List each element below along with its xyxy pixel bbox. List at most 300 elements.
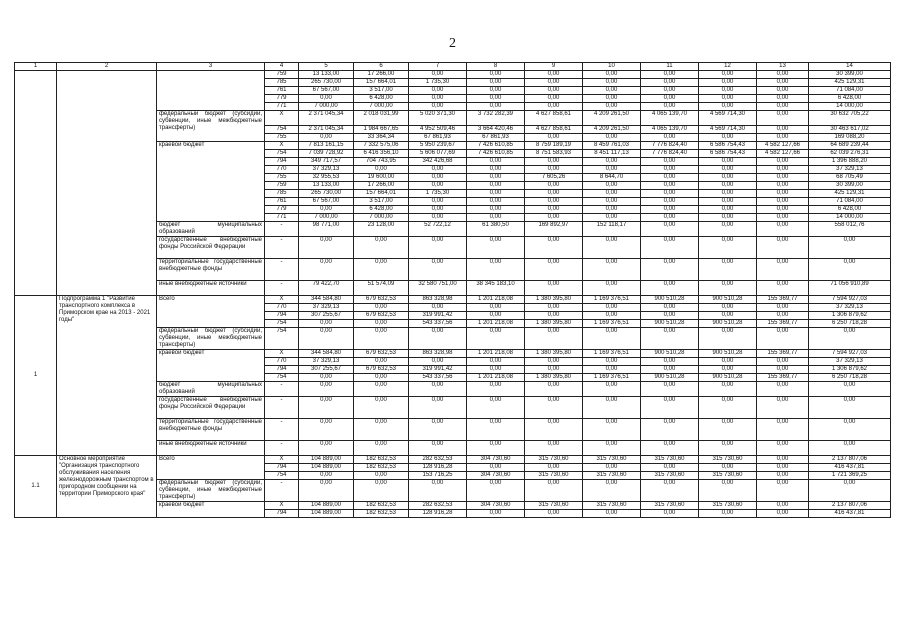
value-cell-col-9: 1 380 395,80 — [525, 374, 583, 382]
value-cell-col-5: 7 000,00 — [299, 103, 354, 111]
value-cell-col-5: 13 133,00 — [299, 182, 354, 190]
value-cell-col-10: 0,00 — [583, 441, 641, 456]
value-cell-col-6: 2 018 031,99 — [354, 111, 409, 126]
value-cell-col-12: 0,00 — [699, 158, 757, 166]
table-body — [15, 63, 891, 518]
value-cell-col-14: 14 000,00 — [809, 103, 891, 111]
value-cell-col-12: 0,00 — [699, 214, 757, 222]
value-cell-col-9: 1 380 395,80 — [525, 296, 583, 304]
value-cell-col-12: 0,00 — [699, 237, 757, 259]
value-cell-col-7: 0,00 — [409, 480, 467, 502]
value-cell-col-6: 0,00 — [354, 320, 409, 328]
value-cell-col-8: 0,00 — [467, 158, 525, 166]
funding-source-cell: иные внебюджетные источники — [157, 441, 265, 456]
value-cell-col-12: 0,00 — [699, 328, 757, 350]
value-cell-col-14: 1 396 888,20 — [809, 158, 891, 166]
value-cell-col-13: 0,00 — [757, 472, 809, 480]
funding-source-cell: краевой бюджет — [157, 350, 265, 382]
value-cell-col-5: 0,00 — [299, 472, 354, 480]
budget-code-cell: 779 — [265, 95, 299, 103]
value-cell-col-7: 0,00 — [409, 358, 467, 366]
value-cell-col-9: 1 380 395,80 — [525, 320, 583, 328]
value-cell-col-9: 0,00 — [525, 441, 583, 456]
budget-code-cell: 794 — [265, 366, 299, 374]
funding-source-cell: краевой бюджет — [157, 142, 265, 222]
budget-code-cell: 759 — [265, 182, 299, 190]
value-cell-col-10: 0,00 — [583, 95, 641, 103]
value-cell-col-10: 0,00 — [583, 281, 641, 296]
value-cell-col-13: 0,00 — [757, 312, 809, 320]
value-cell-col-11: 0,00 — [641, 281, 699, 296]
value-cell-col-13: 0,00 — [757, 480, 809, 502]
value-cell-col-14: 14 000,00 — [809, 214, 891, 222]
value-cell-col-6: 0,00 — [354, 472, 409, 480]
value-cell-col-13: 0,00 — [757, 502, 809, 510]
value-cell-col-11: 0,00 — [641, 87, 699, 95]
value-cell-col-14: 64 689 239,44 — [809, 142, 891, 150]
value-cell-col-7: 0,00 — [409, 259, 467, 281]
value-cell-col-7: 4 952 509,46 — [409, 126, 467, 134]
value-cell-col-13: 0,00 — [757, 366, 809, 374]
value-cell-col-6: 182 632,53 — [354, 502, 409, 510]
value-cell-col-12: 900 510,28 — [699, 374, 757, 382]
value-cell-col-6: 679 632,53 — [354, 366, 409, 374]
budget-code-cell: - — [265, 382, 299, 397]
value-cell-col-8: 0,00 — [467, 174, 525, 182]
value-cell-col-7: 5 020 371,30 — [409, 111, 467, 126]
value-cell-col-9: 0,00 — [525, 366, 583, 374]
value-cell-col-13: 0,00 — [757, 419, 809, 441]
value-cell-col-11: 0,00 — [641, 214, 699, 222]
value-cell-col-7: 128 916,28 — [409, 510, 467, 518]
value-cell-col-6: 33 364,34 — [354, 134, 409, 142]
value-cell-col-9: 0,00 — [525, 419, 583, 441]
value-cell-col-10: 0,00 — [583, 190, 641, 198]
funding-source-cell: Всего — [157, 296, 265, 328]
value-cell-col-13: 0,00 — [757, 510, 809, 518]
budget-code-cell: 754 — [265, 320, 299, 328]
value-cell-col-11: 0,00 — [641, 103, 699, 111]
value-cell-col-11: 4 065 139,70 — [641, 126, 699, 134]
value-cell-col-10: 0,00 — [583, 419, 641, 441]
funding-source-cell: иные внебюджетные источники — [157, 281, 265, 296]
value-cell-col-7: 0,00 — [409, 182, 467, 190]
value-cell-col-6: 7 000,00 — [354, 103, 409, 111]
value-cell-col-13: 155 369,77 — [757, 374, 809, 382]
value-cell-col-7: 0,00 — [409, 198, 467, 206]
value-cell-col-5: 0,00 — [299, 206, 354, 214]
value-cell-col-12: 0,00 — [699, 281, 757, 296]
value-cell-col-12: 900 510,28 — [699, 320, 757, 328]
value-cell-col-11: 900 510,28 — [641, 320, 699, 328]
value-cell-col-11: 0,00 — [641, 358, 699, 366]
value-cell-col-10: 0,00 — [583, 382, 641, 397]
value-cell-col-5: 349 717,57 — [299, 158, 354, 166]
value-cell-col-12: 6 586 754,43 — [699, 150, 757, 158]
value-cell-col-5: 0,00 — [299, 95, 354, 103]
program-name-cell: Основное мероприятие "Организация транспортного обслуживания населения железнодорожным транспортом в пригородном сообщении на территории Приморского края" — [57, 456, 157, 518]
value-cell-col-9: 0,00 — [525, 198, 583, 206]
value-cell-col-5: 344 584,80 — [299, 296, 354, 304]
value-cell-col-11: 315 730,60 — [641, 456, 699, 464]
value-cell-col-5: 0,00 — [299, 259, 354, 281]
value-cell-col-9: 0,00 — [525, 237, 583, 259]
value-cell-col-6: 0,00 — [354, 382, 409, 397]
value-cell-col-12: 0,00 — [699, 366, 757, 374]
value-cell-col-11: 0,00 — [641, 510, 699, 518]
value-cell-col-9: 0,00 — [525, 382, 583, 397]
value-cell-col-12: 0,00 — [699, 71, 757, 79]
value-cell-col-6: 3 517,00 — [354, 198, 409, 206]
value-cell-col-6: 157 664,01 — [354, 79, 409, 87]
value-cell-col-6: 182 632,53 — [354, 510, 409, 518]
funding-source-cell: федеральный бюджет (субсидии, субвенции, иные межбюджетные трансферты) — [157, 111, 265, 142]
budget-code-cell: - — [265, 480, 299, 502]
value-cell-col-10: 0,00 — [583, 259, 641, 281]
value-cell-col-12: 0,00 — [699, 397, 757, 419]
program-name-cell: Подпрограмма 1 "Развитие транспортного комплекса в Приморском крае на 2013 - 2021 годы" — [57, 296, 157, 456]
value-cell-col-8: 1 201 218,08 — [467, 374, 525, 382]
value-cell-col-12: 0,00 — [699, 79, 757, 87]
value-cell-col-12: 0,00 — [699, 95, 757, 103]
value-cell-col-8: 0,00 — [467, 79, 525, 87]
value-cell-col-11: 0,00 — [641, 419, 699, 441]
value-cell-col-13: 0,00 — [757, 158, 809, 166]
value-cell-col-10: 0,00 — [583, 79, 641, 87]
value-cell-col-7: 0,00 — [409, 103, 467, 111]
funding-source-cell: Всего — [157, 456, 265, 480]
budget-code-cell: - — [265, 281, 299, 296]
value-cell-col-10: 0,00 — [583, 71, 641, 79]
value-cell-col-6: 704 743,95 — [354, 158, 409, 166]
value-cell-col-14: 558 012,76 — [809, 222, 891, 237]
budget-code-cell: 770 — [265, 358, 299, 366]
budget-table — [14, 62, 891, 518]
value-cell-col-8: 7 426 610,85 — [467, 142, 525, 150]
value-cell-col-11: 315 730,60 — [641, 472, 699, 480]
value-cell-col-13: 0,00 — [757, 79, 809, 87]
value-cell-col-8: 0,00 — [467, 237, 525, 259]
value-cell-col-6: 6 416 356,10 — [354, 150, 409, 158]
budget-code-cell: 754 — [265, 328, 299, 350]
value-cell-col-6: 6 428,00 — [354, 95, 409, 103]
funding-source-cell: государственные внебюджетные фонды Российской Федерации — [157, 397, 265, 419]
value-cell-col-7: 0,00 — [409, 87, 467, 95]
value-cell-col-6: 7 332 575,06 — [354, 142, 409, 150]
value-cell-col-14: 1 721 369,25 — [809, 472, 891, 480]
value-cell-col-12: 0,00 — [699, 441, 757, 456]
value-cell-col-13: 0,00 — [757, 464, 809, 472]
value-cell-col-8: 61 380,50 — [467, 222, 525, 237]
budget-code-cell: 771 — [265, 103, 299, 111]
value-cell-col-10: 0,00 — [583, 397, 641, 419]
budget-code-cell: X — [265, 111, 299, 126]
value-cell-col-11: 0,00 — [641, 397, 699, 419]
value-cell-col-9: 0,00 — [525, 95, 583, 103]
value-cell-col-9: 0,00 — [525, 206, 583, 214]
value-cell-col-7: 0,00 — [409, 71, 467, 79]
column-header-7: 7 — [409, 63, 467, 71]
value-cell-col-11: 0,00 — [641, 198, 699, 206]
value-cell-col-12: 0,00 — [699, 304, 757, 312]
budget-code-cell: 794 — [265, 158, 299, 166]
budget-code-cell: 755 — [265, 134, 299, 142]
value-cell-col-11: 0,00 — [641, 206, 699, 214]
value-cell-col-9: 0,00 — [525, 182, 583, 190]
value-cell-col-6: 182 632,53 — [354, 456, 409, 464]
budget-code-cell: X — [265, 350, 299, 358]
column-header-2: 2 — [57, 63, 157, 71]
value-cell-col-10: 315 730,60 — [583, 502, 641, 510]
value-cell-col-5: 7 000,00 — [299, 214, 354, 222]
value-cell-col-10: 0,00 — [583, 510, 641, 518]
value-cell-col-6: 0,00 — [354, 374, 409, 382]
value-cell-col-12: 0,00 — [699, 222, 757, 237]
value-cell-col-8: 304 730,60 — [467, 472, 525, 480]
value-cell-col-13: 4 582 127,66 — [757, 150, 809, 158]
value-cell-col-8: 0,00 — [467, 87, 525, 95]
value-cell-col-7: 32 580 751,00 — [409, 281, 467, 296]
value-cell-col-6: 679 632,53 — [354, 312, 409, 320]
value-cell-col-8: 1 201 218,08 — [467, 350, 525, 358]
value-cell-col-9: 315 730,60 — [525, 502, 583, 510]
value-cell-col-11: 0,00 — [641, 174, 699, 182]
value-cell-col-7: 0,00 — [409, 382, 467, 397]
value-cell-col-8: 3 664 420,46 — [467, 126, 525, 134]
funding-source-cell — [157, 71, 265, 111]
value-cell-col-6: 17 266,00 — [354, 182, 409, 190]
value-cell-col-7: 543 337,56 — [409, 374, 467, 382]
budget-code-cell: X — [265, 456, 299, 464]
value-cell-col-6: 6 428,00 — [354, 206, 409, 214]
budget-code-cell: 794 — [265, 312, 299, 320]
value-cell-col-11: 0,00 — [641, 441, 699, 456]
value-cell-col-7: 0,00 — [409, 174, 467, 182]
value-cell-col-8: 67 861,93 — [467, 134, 525, 142]
value-cell-col-12: 0,00 — [699, 166, 757, 174]
value-cell-col-13: 0,00 — [757, 206, 809, 214]
row-index-cell: 1.1 — [15, 456, 57, 518]
budget-code-cell: 770 — [265, 304, 299, 312]
value-cell-col-8: 0,00 — [467, 510, 525, 518]
value-cell-col-12: 315 730,60 — [699, 472, 757, 480]
budget-code-cell: X — [265, 502, 299, 510]
column-header-1: 1 — [15, 63, 57, 71]
value-cell-col-8: 0,00 — [467, 304, 525, 312]
value-cell-col-5: 0,00 — [299, 320, 354, 328]
value-cell-col-8: 0,00 — [467, 182, 525, 190]
value-cell-col-10: 1 169 376,51 — [583, 296, 641, 304]
budget-code-cell: X — [265, 296, 299, 304]
value-cell-col-9: 0,00 — [525, 103, 583, 111]
value-cell-col-12: 315 730,60 — [699, 502, 757, 510]
value-cell-col-7: 5 950 239,67 — [409, 142, 467, 150]
value-cell-col-11: 0,00 — [641, 328, 699, 350]
value-cell-col-10: 0,00 — [583, 166, 641, 174]
value-cell-col-12: 0,00 — [699, 206, 757, 214]
value-cell-col-13: 0,00 — [757, 174, 809, 182]
column-header-4: 4 — [265, 63, 299, 71]
value-cell-col-6: 17 266,00 — [354, 71, 409, 79]
value-cell-col-14: 416 437,81 — [809, 510, 891, 518]
value-cell-col-13: 0,00 — [757, 237, 809, 259]
value-cell-col-14: 71 056 910,89 — [809, 281, 891, 296]
value-cell-col-6: 1 984 667,65 — [354, 126, 409, 134]
value-cell-col-8: 0,00 — [467, 95, 525, 103]
value-cell-col-9: 0,00 — [525, 166, 583, 174]
budget-code-cell: 771 — [265, 214, 299, 222]
value-cell-col-5: 0,00 — [299, 480, 354, 502]
value-cell-col-13: 0,00 — [757, 103, 809, 111]
value-cell-col-13: 4 582 127,66 — [757, 142, 809, 150]
table-row — [15, 71, 891, 79]
budget-code-cell: - — [265, 222, 299, 237]
funding-source-cell: бюджет муниципальных образований — [157, 382, 265, 397]
value-cell-col-14: 6 250 718,28 — [809, 374, 891, 382]
value-cell-col-8: 38 345 183,10 — [467, 281, 525, 296]
value-cell-col-14: 37 329,13 — [809, 166, 891, 174]
value-cell-col-5: 344 584,80 — [299, 350, 354, 358]
value-cell-col-7: 282 632,53 — [409, 502, 467, 510]
value-cell-col-10: 152 118,17 — [583, 222, 641, 237]
value-cell-col-9: 4 627 858,61 — [525, 126, 583, 134]
value-cell-col-13: 155 369,77 — [757, 320, 809, 328]
value-cell-col-12: 0,00 — [699, 198, 757, 206]
value-cell-col-11: 0,00 — [641, 259, 699, 281]
value-cell-col-5: 307 255,67 — [299, 366, 354, 374]
program-name-cell — [57, 71, 157, 296]
value-cell-col-9: 0,00 — [525, 281, 583, 296]
value-cell-col-9: 0,00 — [525, 480, 583, 502]
header-row — [15, 63, 891, 71]
column-header-13: 13 — [757, 63, 809, 71]
value-cell-col-6: 0,00 — [354, 328, 409, 350]
value-cell-col-14: 169 088,20 — [809, 134, 891, 142]
value-cell-col-7: 342 426,68 — [409, 158, 467, 166]
value-cell-col-13: 0,00 — [757, 95, 809, 103]
value-cell-col-5: 0,00 — [299, 382, 354, 397]
value-cell-col-8: 304 730,60 — [467, 502, 525, 510]
value-cell-col-14: 6 428,00 — [809, 206, 891, 214]
value-cell-col-8: 304 730,60 — [467, 456, 525, 464]
value-cell-col-6: 23 128,00 — [354, 222, 409, 237]
value-cell-col-6: 0,00 — [354, 237, 409, 259]
value-cell-col-9: 0,00 — [525, 328, 583, 350]
value-cell-col-6: 0,00 — [354, 419, 409, 441]
value-cell-col-5: 0,00 — [299, 328, 354, 350]
value-cell-col-9: 0,00 — [525, 214, 583, 222]
value-cell-col-10: 0,00 — [583, 182, 641, 190]
value-cell-col-14: 71 084,00 — [809, 198, 891, 206]
value-cell-col-10: 8 451 117,13 — [583, 150, 641, 158]
value-cell-col-13: 0,00 — [757, 166, 809, 174]
value-cell-col-12: 0,00 — [699, 174, 757, 182]
value-cell-col-11: 0,00 — [641, 71, 699, 79]
budget-code-cell: - — [265, 237, 299, 259]
value-cell-col-8: 1 201 218,08 — [467, 296, 525, 304]
value-cell-col-11: 0,00 — [641, 158, 699, 166]
value-cell-col-10: 8 459 761,03 — [583, 142, 641, 150]
value-cell-col-10: 1 169 376,51 — [583, 320, 641, 328]
value-cell-col-5: 104 889,00 — [299, 464, 354, 472]
value-cell-col-11: 0,00 — [641, 237, 699, 259]
budget-code-cell: 785 — [265, 79, 299, 87]
value-cell-col-5: 0,00 — [299, 237, 354, 259]
value-cell-col-8: 0,00 — [467, 103, 525, 111]
value-cell-col-6: 0,00 — [354, 397, 409, 419]
value-cell-col-13: 0,00 — [757, 358, 809, 366]
value-cell-col-12: 0,00 — [699, 134, 757, 142]
value-cell-col-8: 0,00 — [467, 259, 525, 281]
value-cell-col-8: 0,00 — [467, 214, 525, 222]
value-cell-col-14: 68 705,49 — [809, 174, 891, 182]
funding-source-cell: бюджет муниципальных образований — [157, 222, 265, 237]
value-cell-col-12: 0,00 — [699, 480, 757, 502]
value-cell-col-7: 0,00 — [409, 166, 467, 174]
value-cell-col-14: 30 399,00 — [809, 71, 891, 79]
value-cell-col-11: 0,00 — [641, 79, 699, 87]
value-cell-col-14: 37 329,13 — [809, 358, 891, 366]
value-cell-col-7: 0,00 — [409, 95, 467, 103]
value-cell-col-14: 425 129,31 — [809, 79, 891, 87]
value-cell-col-11: 0,00 — [641, 464, 699, 472]
budget-code-cell: 754 — [265, 472, 299, 480]
value-cell-col-9: 0,00 — [525, 510, 583, 518]
value-cell-col-9: 4 627 858,61 — [525, 111, 583, 126]
funding-source-cell: федеральный бюджет (субсидии, субвенции, иные межбюджетные трансферты) — [157, 328, 265, 350]
value-cell-col-12: 4 569 714,30 — [699, 111, 757, 126]
value-cell-col-8: 3 732 282,39 — [467, 111, 525, 126]
value-cell-col-5: 7 039 728,92 — [299, 150, 354, 158]
value-cell-col-14: 416 437,81 — [809, 464, 891, 472]
value-cell-col-13: 0,00 — [757, 259, 809, 281]
value-cell-col-14: 0,00 — [809, 480, 891, 502]
table-row — [15, 296, 891, 304]
value-cell-col-12: 0,00 — [699, 312, 757, 320]
value-cell-col-11: 900 510,28 — [641, 374, 699, 382]
value-cell-col-8: 0,00 — [467, 441, 525, 456]
value-cell-col-8: 0,00 — [467, 206, 525, 214]
column-header-12: 12 — [699, 63, 757, 71]
value-cell-col-10: 1 169 376,51 — [583, 350, 641, 358]
budget-code-cell: X — [265, 142, 299, 150]
budget-code-cell: 794 — [265, 510, 299, 518]
table-row — [15, 456, 891, 464]
value-cell-col-10: 8 644,70 — [583, 174, 641, 182]
value-cell-col-7: 543 337,56 — [409, 320, 467, 328]
budget-code-cell: 754 — [265, 126, 299, 134]
budget-code-cell: 759 — [265, 71, 299, 79]
value-cell-col-10: 0,00 — [583, 312, 641, 320]
value-cell-col-14: 0,00 — [809, 441, 891, 456]
value-cell-col-12: 4 569 714,30 — [699, 126, 757, 134]
value-cell-col-12: 0,00 — [699, 510, 757, 518]
value-cell-col-12: 0,00 — [699, 464, 757, 472]
value-cell-col-8: 0,00 — [467, 397, 525, 419]
value-cell-col-6: 182 632,53 — [354, 464, 409, 472]
value-cell-col-7: 863 328,98 — [409, 296, 467, 304]
value-cell-col-8: 0,00 — [467, 382, 525, 397]
value-cell-col-8: 0,00 — [467, 71, 525, 79]
value-cell-col-8: 0,00 — [467, 419, 525, 441]
value-cell-col-6: 157 664,01 — [354, 190, 409, 198]
value-cell-col-13: 0,00 — [757, 111, 809, 126]
value-cell-col-5: 7 813 161,15 — [299, 142, 354, 150]
budget-code-cell: 770 — [265, 166, 299, 174]
value-cell-col-11: 4 065 139,70 — [641, 111, 699, 126]
value-cell-col-11: 7 776 824,40 — [641, 142, 699, 150]
value-cell-col-9: 0,00 — [525, 464, 583, 472]
